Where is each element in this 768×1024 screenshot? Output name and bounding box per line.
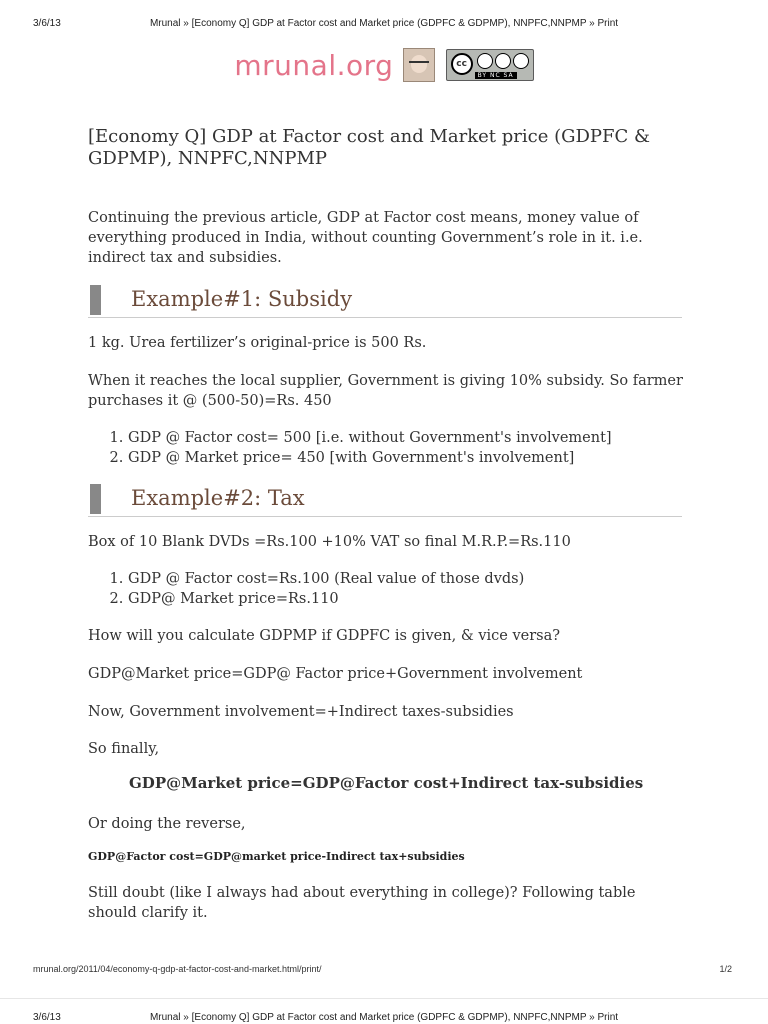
list-item: 1. GDP @ Factor cost=Rs.100 (Real value of those dvds)	[128, 569, 688, 589]
print-date: 3/6/13	[33, 18, 61, 29]
intro-paragraph: Continuing the previous article, GDP at Factor cost means, money value of everything produced in India, without counting Government’s role in it. i.e. indirect tax and subsidies.	[88, 210, 643, 266]
site-logo[interactable]	[0, 48, 768, 88]
print-header-title: Mrunal » [Economy Q] GDP at Factor cost and Market price (GDPFC & GDPMP), NNPFC,NNPMP » Print	[149, 18, 619, 29]
reverse-formula: GDP@Factor cost=GDP@market price-Indirect tax+subsidies	[88, 850, 465, 863]
example2-list	[88, 569, 688, 609]
example1-heading	[88, 285, 682, 318]
print-header-title-page2: Mrunal » [Economy Q] GDP at Factor cost and Market price (GDPFC & GDPMP), NNPFC,NNPMP » Print	[149, 1012, 619, 1023]
heading-bar	[90, 484, 101, 514]
page-number: 1/2	[719, 964, 732, 974]
example2-heading-text: Example#2: Tax	[131, 486, 305, 510]
page-divider	[0, 998, 768, 999]
question-paragraph: How will you calculate GDPMP if GDPFC is given, & vice versa?	[88, 628, 561, 644]
example2-heading	[88, 484, 682, 517]
example1-list	[88, 428, 688, 468]
creative-commons-badge-icon	[446, 49, 534, 81]
logo-text: mrunal.org	[234, 48, 394, 82]
reverse-text: Or doing the reverse,	[88, 816, 246, 832]
cc-license-labels: BY NC SA	[475, 72, 517, 79]
list-item: 1. GDP @ Factor cost= 500 [i.e. without Government's involvement]	[128, 428, 688, 448]
print-date-page2: 3/6/13	[33, 1012, 61, 1023]
closing-paragraph: Still doubt (like I always had about everything in college)? Following table should clarify it.	[88, 885, 636, 921]
list-item: 2. GDP @ Market price= 450 [with Government's involvement]	[128, 448, 688, 468]
cc-logo: cc	[451, 53, 473, 75]
example2-paragraph: Box of 10 Blank DVDs =Rs.100 +10% VAT so final M.R.P.=Rs.110	[88, 534, 571, 550]
article-title: [Economy Q] GDP at Factor cost and Market price (GDPFC & GDPMP), NNPFC,NNPMP	[88, 126, 651, 169]
heading-bar	[90, 285, 101, 315]
so-finally-text: So finally,	[88, 741, 160, 757]
example1-paragraph-2: When it reaches the local supplier, Government is giving 10% subsidy. So farmer purchases it @ (500-50)=Rs. 450	[88, 373, 683, 409]
footer-url-link[interactable]: mrunal.org/2011/04/economy-q-gdp-at-factor-cost-and-market.html/print/	[33, 964, 322, 974]
equation-2: Now, Government involvement=+Indirect taxes-subsidies	[88, 704, 514, 720]
example1-heading-text: Example#1: Subsidy	[131, 287, 353, 311]
list-item: 2. GDP@ Market price=Rs.110	[128, 589, 688, 609]
main-formula: GDP@Market price=GDP@Factor cost+Indirect tax-subsidies	[129, 774, 644, 792]
example1-paragraph-1: 1 kg. Urea fertilizer’s original-price is 500 Rs.	[88, 335, 427, 351]
equation-1: GDP@Market price=GDP@ Factor price+Government involvement	[88, 666, 583, 682]
author-avatar-icon	[403, 48, 435, 82]
